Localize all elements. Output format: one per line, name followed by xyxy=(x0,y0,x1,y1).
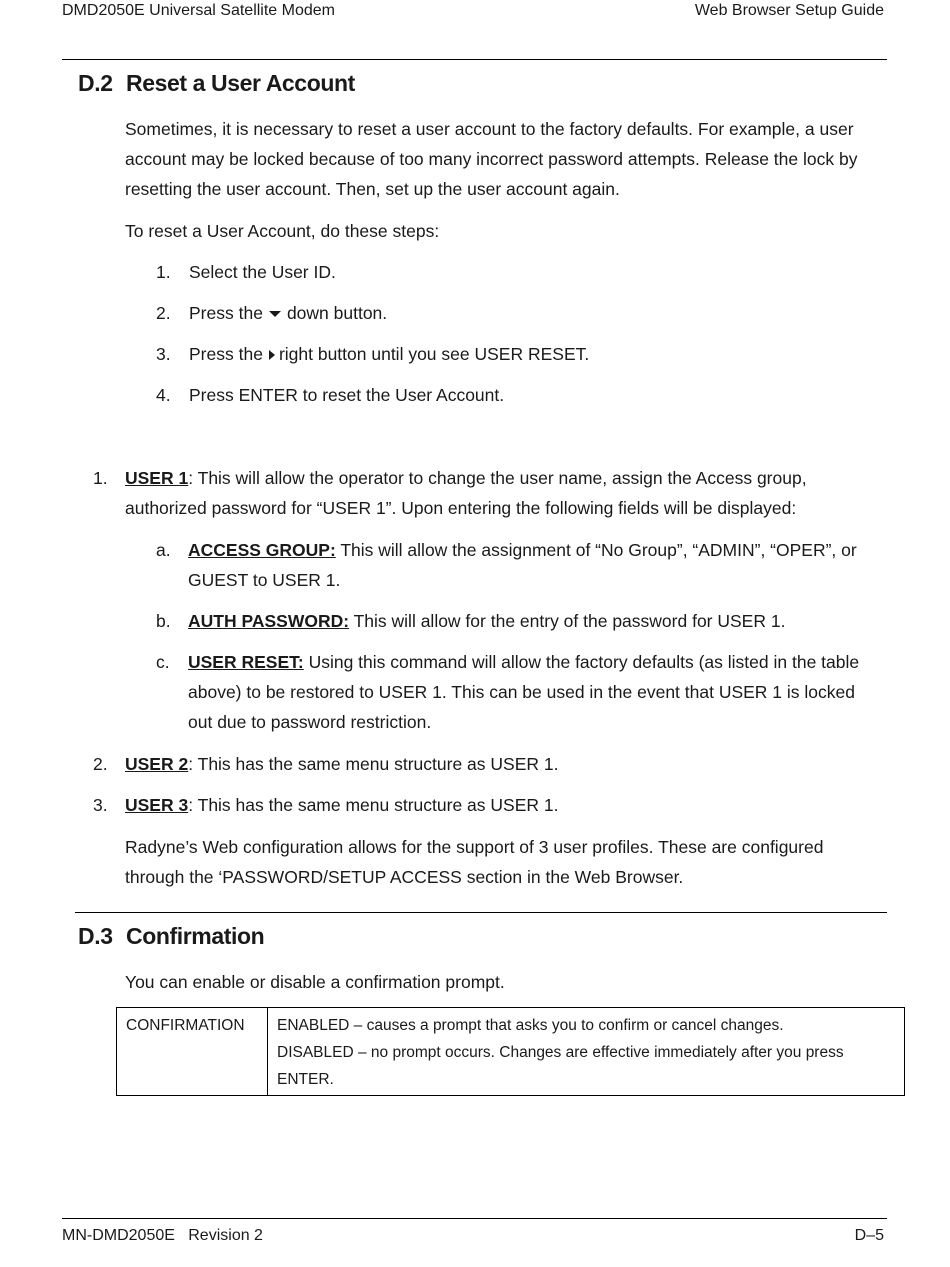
auth-password-description: This will allow for the entry of the password for USER 1. xyxy=(349,611,786,631)
step-number: 2. xyxy=(156,303,171,323)
disabled-description: DISABLED – no prompt occurs. Changes are effective immediately after you press ENTER. xyxy=(277,1044,844,1088)
step-text-post: right button until you see USER RESET. xyxy=(278,344,590,364)
table-row xyxy=(117,1008,905,1096)
header-guide-title: Web Browser Setup Guide xyxy=(694,2,884,19)
user-3-label: USER 3 xyxy=(125,795,189,815)
user-number: 2. xyxy=(93,754,108,774)
step-text-pre: Press the xyxy=(189,303,263,323)
enabled-description: ENABLED – causes a prompt that asks you to confirm or cancel changes. xyxy=(277,1017,784,1034)
user-reset-label: USER RESET: xyxy=(188,652,304,672)
step-text: Select the User ID. xyxy=(189,262,336,282)
right-arrow-icon xyxy=(269,350,275,360)
field-letter: c. xyxy=(156,652,170,672)
header-document-title: DMD2050E Universal Satellite Modem xyxy=(62,2,335,19)
user-reset-description: Using this command will allow the factory defaults (as listed in the table above) to be restored to USER 1. This can be used in the event that USER 1 is locked out due to password restriction. xyxy=(188,652,860,732)
section-d2-closing: Radyne’s Web configuration allows for the support of 3 user profiles. These are configured through the ‘PASSWORD/SETUP ACCESS section in the Web Browser. xyxy=(125,837,824,887)
user-1-description: : This will allow the operator to change the user name, assign the Access group, authorized password for “USER 1”. Upon entering the following fields will be displayed: xyxy=(125,468,807,518)
field-letter: a. xyxy=(156,540,171,560)
step-number: 3. xyxy=(156,344,171,364)
user-number: 1. xyxy=(93,468,108,488)
table-key-cell: CONFIRMATION xyxy=(117,1008,268,1096)
header-rule xyxy=(62,59,887,60)
auth-password-label: AUTH PASSWORD: xyxy=(188,611,350,631)
confirmation-table xyxy=(116,1007,905,1096)
section-d2-heading xyxy=(78,70,355,97)
user-2-label: USER 2 xyxy=(125,754,189,774)
section-d3-heading xyxy=(78,923,264,950)
section-d3-number: D.3 xyxy=(78,923,113,949)
section-d3-title: Confirmation xyxy=(126,923,265,949)
down-arrow-icon xyxy=(269,311,281,317)
step-text-pre: Press the xyxy=(189,344,263,364)
user-3-description: : This has the same menu structure as USER 1. xyxy=(188,795,559,815)
user-2-description: : This has the same menu structure as USER 1. xyxy=(188,754,559,774)
section-d3-intro: You can enable or disable a confirmation prompt. xyxy=(125,972,505,992)
step-number: 4. xyxy=(156,385,171,405)
user-number: 3. xyxy=(93,795,108,815)
field-letter: b. xyxy=(156,611,171,631)
step-number: 1. xyxy=(156,262,171,282)
section-rule xyxy=(75,912,887,913)
access-group-description: This will allow the assignment of “No Group”, “ADMIN”, “OPER”, or GUEST to USER 1. xyxy=(188,540,857,590)
footer-document-revision: MN-DMD2050E Revision 2 xyxy=(62,1227,263,1244)
step-text: Press ENTER to reset the User Account. xyxy=(189,385,505,405)
step-text-post: down button. xyxy=(286,303,388,323)
section-d2-title: Reset a User Account xyxy=(126,70,355,96)
access-group-label: ACCESS GROUP: xyxy=(188,540,336,560)
section-d2-number: D.2 xyxy=(78,70,113,96)
table-value-cell xyxy=(268,1008,905,1096)
section-d2-intro: Sometimes, it is necessary to reset a user account to the factory defaults. For example, a user account may be locked because of too many incorrect password attempts. Release the lock by resetting the user account. Then, set up the user account again. xyxy=(125,119,858,199)
steps-intro: To reset a User Account, do these steps: xyxy=(125,221,440,241)
footer-page-number: D–5 xyxy=(854,1227,884,1244)
footer-rule xyxy=(62,1218,887,1219)
user-1-label: USER 1 xyxy=(125,468,189,488)
